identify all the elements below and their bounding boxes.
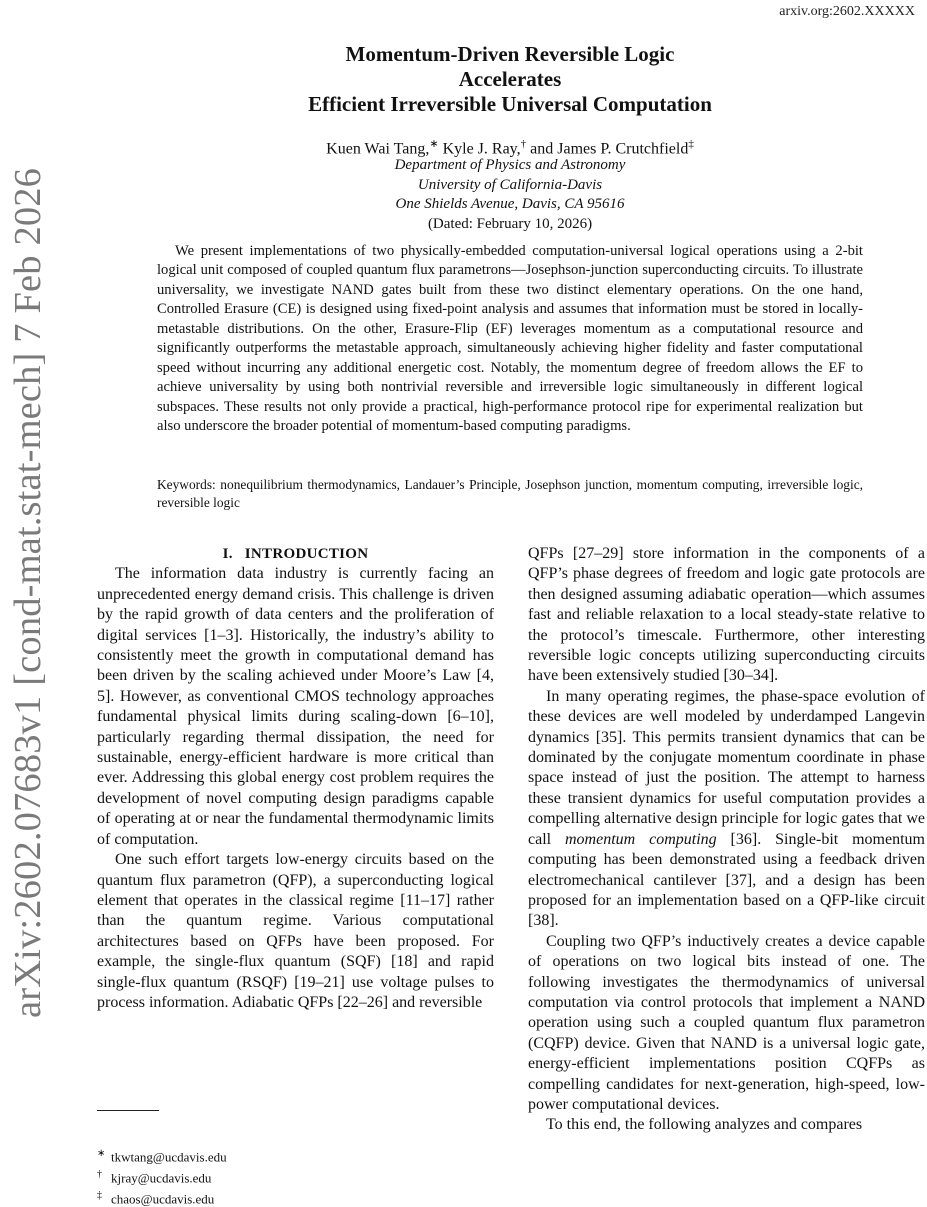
author-mark: †	[520, 138, 527, 150]
body-paragraph: To this end, the following analyzes and compares	[546, 1116, 863, 1134]
author-name: Kuen Wai Tang,	[326, 140, 430, 158]
section-title: INTRODUCTION	[244, 546, 369, 562]
footnote	[97, 1166, 497, 1187]
body-paragraph: The information data industry is currently facing an unprecedented energy demand crisis. This challenge is driven by the rapid growth of data centers and the proliferation of digital services [1–3]. Historically, the industry’s ability to consistently meet the growth in computational demand has been driven by the scaling achieved under Moore’s Law [4, 5]. However, as conventional CMOS technology approaches fundamental physical limits during scaling-down [6–10], particularly regarding thermal dissipation, the need for sustainable, energy-efficient hardware is more critical than ever. Addressing this global energy cost problem requires the development of novel computing design paradigms capable of operating at or near the fundamental thermodynamic limits of computation.	[97, 565, 494, 848]
affiliation-line: University of California-Davis	[417, 176, 603, 193]
keywords: Keywords: nonequilibrium thermodynamics, Landauer’s Principle, Josephson junction, momentum computing, irreversible logic, reversible logic	[157, 477, 863, 510]
abstract: We present implementations of two physically-embedded computation-universal logical operations using a 2-bit logical unit composed of coupled quantum flux parametrons—Josephson-junction superconducting circuits. To illustrate universality, we investigate NAND gates built from these two distinct elementary operations. On the one hand, Controlled Erasure (CE) is designed using fixed-point analysis and assumes that information must be stored in locally-metastable distributions. On the other, Erasure-Flip (EF) leverages momentum as a computational resource and significantly outperforms the metastable approach, simultaneously achieving higher fidelity and faster computational speed without incurring any additional energetic cost. Notably, the momentum degree of freedom allows the EF to achieve universality by using both nontrivial reversible and irreversible logic simultaneously in different logical subspaces. These results not only provide a practical, high-performance protocol ripe for experimental realization but also underscore the broader potential of momentum-based computing paradigms.	[157, 243, 863, 435]
footnote-mark: ∗	[97, 1148, 106, 1159]
affiliation-line: One Shields Avenue, Davis, CA 95616	[395, 196, 625, 212]
title-line-1: Momentum-Driven Reversible Logic	[345, 42, 675, 66]
footnote-mark: †	[97, 1168, 102, 1180]
title-line-3: Efficient Irreversible Universal Computation	[308, 92, 712, 116]
footnote-email-link[interactable]: tkwtang@ucdavis.edu	[111, 1149, 227, 1165]
footnote-email-link[interactable]: chaos@ucdavis.edu	[111, 1190, 215, 1206]
body-paragraph	[528, 687, 925, 932]
right-column	[528, 544, 925, 1136]
date-line: (Dated: February 10, 2026)	[427, 216, 593, 232]
arxiv-side-stamp	[6, 167, 50, 1018]
footnote-rule	[97, 1110, 159, 1111]
body-paragraph: One such effort targets low-energy circuits based on the quantum flux parametron (QFP), a superconducting logical element that operates in the classical regime [11–17] rather than the quantum regime. Various computational architectures based on QFPs have been proposed. For example, the single-flux quantum (SQF) [18] and rapid single-flux quantum (RSQF) [19–21] use voltage pulses to process information. Adiabatic QFPs [22–26] and reversible	[97, 851, 494, 1011]
body-text: In many operating regimes, the phase-space evolution of these devices are well modeled by underdamped Langevin dynamics [35]. This permits transient dynamics that can be dominated by the conjugate momentum coordinate in phase space instead of just the position. The attempt to harness these transient dynamics for useful computation provides a compelling alternative design principle for logic gates that we call	[528, 687, 925, 848]
paper-title	[160, 42, 860, 117]
footnote-email-link[interactable]: kjray@ucdavis.edu	[111, 1170, 212, 1186]
body-paragraph: Coupling two QFP’s inductively creates a device capable of operations on two logical bits instead of one. The following investigates the thermodynamics of universal computation via control protocols that implement a NAND operation using such a coupled quantum flux parametron (CQFP) device. Given that NAND is a universal logic gate, energy-efficient implementations position CQFPs as compelling candidates for next-generation, high-speed, low-power computational devices.	[528, 932, 925, 1113]
arxiv-header-id: arxiv.org:2602.XXXXX	[779, 4, 915, 19]
title-line-2: Accelerates	[458, 67, 562, 91]
author-name: and James P. Crutchfield	[526, 140, 689, 158]
footnote	[97, 1145, 497, 1166]
affiliation-line: Department of Physics and Astronomy	[394, 157, 626, 173]
left-column	[97, 544, 494, 1013]
author-mark: ‡	[688, 138, 694, 150]
footnote-mark: ‡	[97, 1189, 102, 1201]
author-name: Kyle J. Ray,	[438, 140, 521, 158]
affiliation	[160, 156, 860, 215]
section-heading	[97, 544, 494, 564]
section-number: I.	[222, 546, 233, 562]
arxiv-side-stamp-text: arXiv:2602.07683v1 [cond-mat.stat-mech] 7 Feb 2026	[7, 167, 49, 1018]
body-paragraph: QFPs [27–29] store information in the components of a QFP’s phase degrees of freedom and logic gate protocols are then designed assuming adiabatic operation—which assumes fast and reliable relaxation to a local steady-state relative to the protocol’s timescale. Furthermore, other interesting reversible logic concepts utilizing superconducting circuits have been extensively studied [30–34].	[528, 545, 925, 685]
emphasis-term: momentum computing	[565, 830, 717, 848]
footnotes	[97, 1145, 497, 1207]
footnote	[97, 1187, 497, 1207]
body-text: [36]. Single-bit momentum computing has been demonstrated using a feedback driven electromechanical cantilever [37], and a design has been proposed for an implementation based on a QFP-like circuit [38].	[528, 830, 925, 930]
author-mark: ∗	[429, 138, 439, 150]
